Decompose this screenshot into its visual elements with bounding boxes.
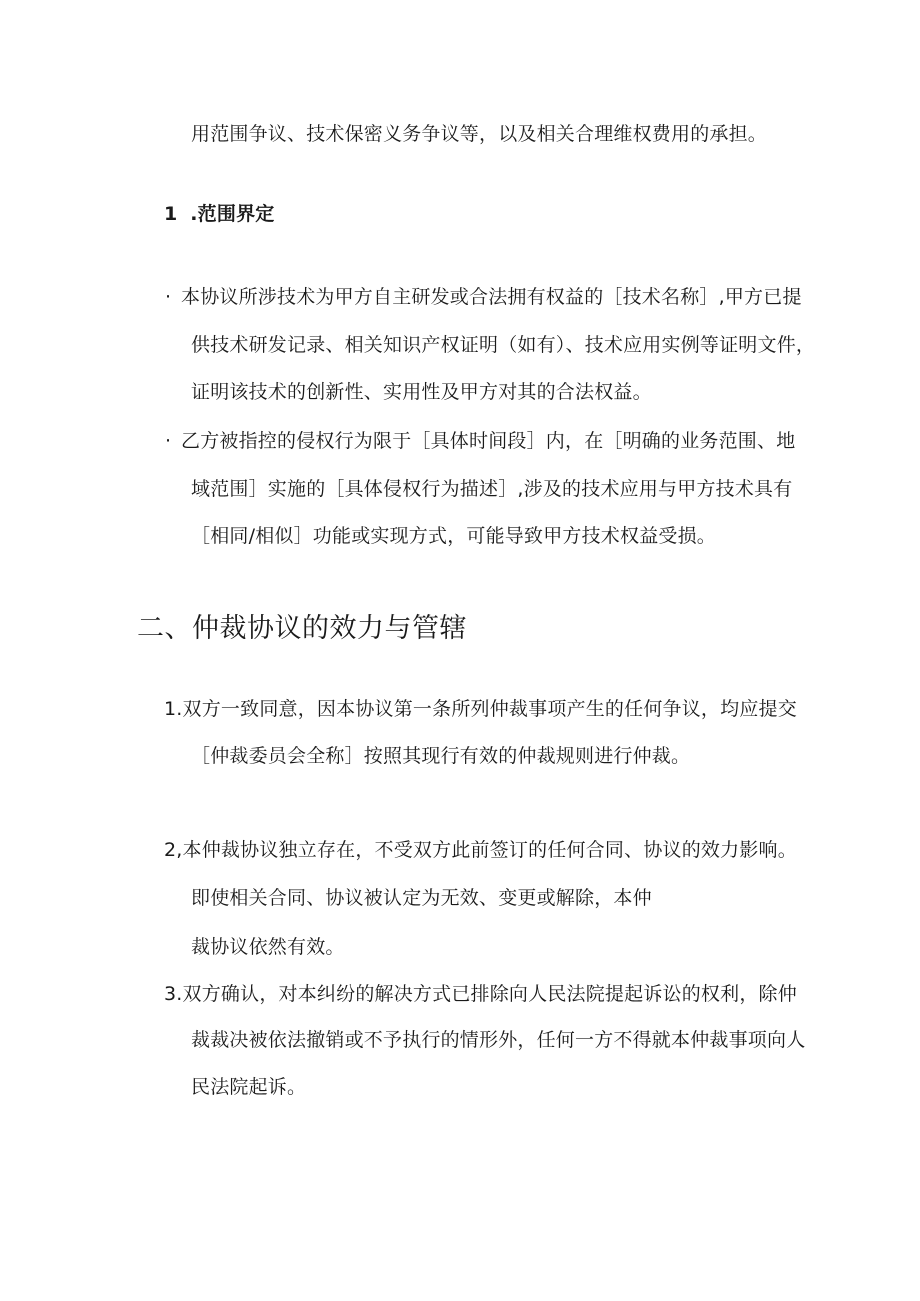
clause-3-line-1: 3.双方确认，对本纠纷的解决方式已排除向人民法院提起诉讼的权利，除仲 xyxy=(164,983,797,1005)
clause-2-line-1: 2,本仲裁协议独立存在，不受双方此前签订的任何合同、协议的效力影响。 xyxy=(164,839,797,861)
subsection-label: .范围界定 xyxy=(190,203,275,225)
intro-continuation-line: 用范围争议、技术保密义务争议等，以及相关合理维权费用的承担。 xyxy=(191,123,768,145)
clause-2-line-2: 即使相关合同、协议被认定为无效、变更或解除，本仲 xyxy=(191,887,652,909)
clause-3-line-3: 民法院起诉。 xyxy=(191,1076,307,1098)
scope-item-2-line-3: ［相同/相似］功能或实现方式，可能导致甲方技术权益受损。 xyxy=(191,525,717,547)
clause-2-line-3: 裁协议依然有效。 xyxy=(191,936,345,958)
section-heading: 二、仲裁协议的效力与管辖 xyxy=(137,613,467,644)
subsection-number: 1 xyxy=(164,203,178,225)
subsection-title xyxy=(164,202,274,226)
scope-item-1-marker: · xyxy=(165,286,172,308)
scope-item-2-line-2: 域范围］实施的［具体侵权行为描述］,涉及的技术应用与甲方技术具有 xyxy=(191,478,793,500)
scope-item-1-line-2: 供技术研发记录、相关知识产权证明（如有）、技术应用实例等证明文件， xyxy=(191,334,816,356)
clause-3-line-2: 裁裁决被依法撤销或不予执行的情形外，任何一方不得就本仲裁事项向人 xyxy=(191,1029,806,1051)
clause-1-line-1: 1.双方一致同意，因本协议第一条所列仲裁事项产生的任何争议，均应提交 xyxy=(164,698,797,720)
scope-item-1-line-1: 本协议所涉技术为甲方自主研发或合法拥有权益的［技术名称］,甲方已提 xyxy=(181,286,802,308)
scope-item-2-line-1: 乙方被指控的侵权行为限于［具体时间段］内，在［明确的业务范围、地 xyxy=(181,430,796,452)
scope-item-1-line-3: 证明该技术的创新性、实用性及甲方对其的合法权益。 xyxy=(191,381,652,403)
scope-item-2-marker: · xyxy=(165,430,172,452)
clause-1-line-2: ［仲裁委员会全称］按照其现行有效的仲裁规则进行仲裁。 xyxy=(191,745,691,767)
